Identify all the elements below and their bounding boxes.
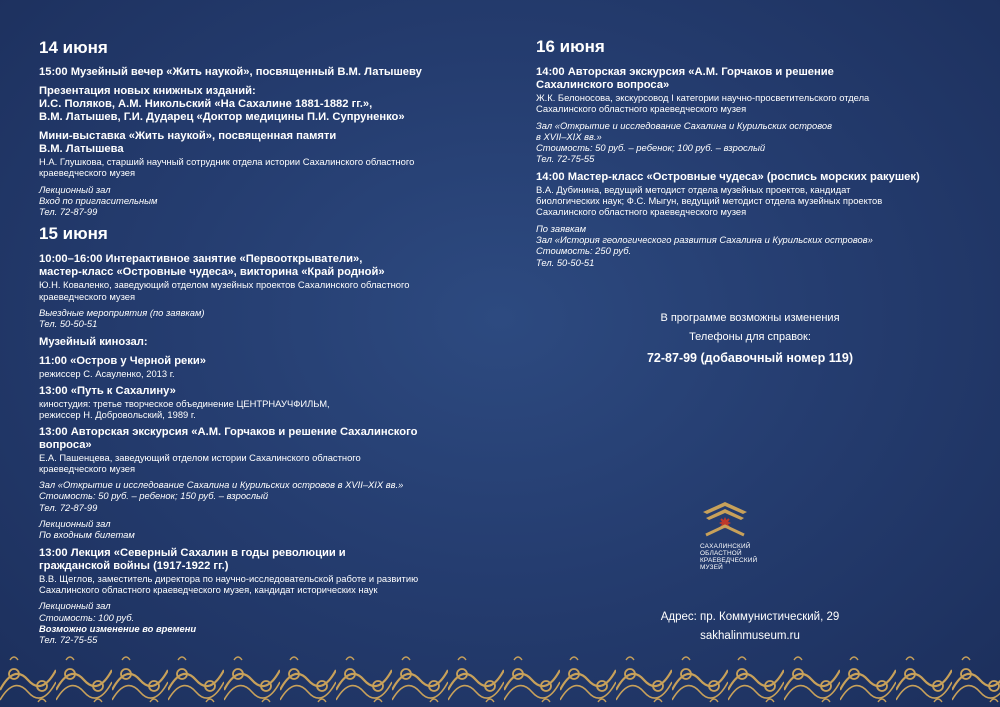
event-price: Стоимость: 50 руб. – ребенок; 150 руб. – взрослый (39, 490, 269, 502)
event-host: Сахалинского областного краеведческого музея, кандидат исторических наук (39, 583, 378, 595)
event-entry: По входным билетам (39, 529, 135, 541)
notice-block (560, 311, 940, 366)
event-phone: Тел. 72-87-99 (39, 206, 98, 218)
event-title: 11:00 «Остров у Черной реки» (39, 354, 206, 367)
logo-line: САХАЛИНСКИЙ (700, 543, 751, 550)
day-title-16: 16 июня (536, 37, 605, 56)
event-title: 13:00 «Путь к Сахалину» (39, 384, 176, 397)
event-entry: Вход по пригласительным (39, 194, 158, 206)
ornamental-border (0, 650, 1000, 707)
event-host: В.А. Дубинина, ведущий методист отдела музейных проектов, кандидат (536, 183, 851, 195)
event-title: Мини-выставка «Жить наукой», посвященная памяти (39, 130, 337, 142)
event-host: Н.А. Глушкова, старший научный сотрудник отдела истории Сахалинского областного (39, 156, 415, 167)
museum-logo (700, 500, 820, 571)
event-entry: По заявкам (536, 222, 587, 234)
event-title: вопроса» (39, 438, 92, 451)
event-title: В.М. Латышев, Г.И. Дударец «Доктор медицины П.И. Супруненко» (39, 111, 405, 123)
event-title: Презентация новых книжных изданий: (39, 85, 256, 97)
changes-note: В программе возможны изменения (660, 312, 840, 324)
event-host: В.В. Щеглов, заместитель директора по научно-исследовательской работе и развитию (39, 572, 419, 584)
event-host: краеведческого музея (39, 167, 136, 179)
museum-logo-text (700, 543, 820, 571)
event-title: Сахалинского вопроса» (536, 79, 670, 91)
event-title: В.М. Латышева (39, 143, 124, 155)
event-host: Сахалинского областного краеведческого музея (536, 103, 747, 115)
event-phone: Тел. 72-87-99 (39, 501, 98, 513)
event-venue: Зал «Открытие и исследование Сахалина и Курильских островов в XVII–XIX вв.» (39, 479, 404, 491)
event-phone: Тел. 50-50-51 (536, 256, 595, 268)
day-title-15: 15 июня (39, 224, 108, 244)
event-masterclass-shells (536, 171, 976, 268)
event-director: режиссер Н. Добровольский, 1989 г. (39, 409, 196, 421)
event-price: Стоимость: 100 руб. (39, 611, 135, 623)
event-title: гражданской войны (1917-1922 гг.) (39, 559, 229, 572)
event-host: краеведческого музея (39, 462, 136, 474)
event-director: режиссер С. Асауленко, 2013 г. (39, 367, 175, 379)
address-block (600, 610, 900, 643)
event-venue: Лекционный зал (39, 600, 111, 612)
event-interactive-lesson (39, 253, 509, 329)
event-film-path (39, 385, 509, 421)
day-title-14: 14 июня (39, 38, 108, 57)
event-venue: Зал «Открытие и исследование Сахалина и Курильских островов (536, 119, 833, 131)
logo-line: КРАЕВЕДЧЕСКИЙ (700, 557, 758, 564)
event-title: 14:00 Авторская экскурсия «А.М. Горчаков и решение (536, 66, 834, 78)
event-excursion-gorchakov (39, 426, 509, 541)
event-mini-exhibition (39, 130, 509, 217)
event-museum-evening (39, 66, 509, 79)
event-time-change-note: Возможно изменение во времени (39, 622, 197, 634)
museum-emblem-icon (700, 500, 750, 538)
event-host: Ж.К. Белоносова, экскурсовод I категории научно-просветительского отдела (536, 92, 870, 103)
event-venue: Лекционный зал (39, 183, 111, 195)
event-title: мастер-класс «Островные чудеса», викторина «Край родной» (39, 266, 385, 279)
event-venue: Зал «История геологического развития Сахалина и Курильских островов» (536, 233, 873, 245)
event-venue: в XVII–XIX вв.» (536, 130, 602, 142)
event-venue: Выездные мероприятия (по заявкам) (39, 307, 205, 319)
event-excursion-gorchakov-16 (536, 66, 976, 165)
event-price: Стоимость: 250 руб. (536, 245, 632, 257)
event-title: 13:00 Авторская экскурсия «А.М. Горчаков и решение Сахалинского (39, 425, 418, 438)
event-phone: Тел. 72-75-55 (536, 153, 595, 165)
info-phone: 72-87-99 (добавочный номер 119) (646, 351, 854, 365)
event-host: биологических наук; Ф.С. Мыгун, ведущий методист отдела музейных проектов (536, 195, 883, 207)
event-title: 10:00–16:00 Интерактивное занятие «Первооткрыватели», (39, 253, 363, 266)
event-book-presentation (39, 85, 509, 124)
right-column (536, 0, 976, 268)
cinema-heading: Музейный кинозал: (39, 335, 148, 348)
event-price: Стоимость: 50 руб. – ребенок; 100 руб. – взрослый (536, 142, 766, 154)
address-line: Адрес: пр. Коммунистический, 29 (660, 611, 840, 623)
event-title: И.С. Поляков, А.М. Никольский «На Сахалине 1881-1882 гг.», (39, 98, 373, 110)
logo-line: МУЗЕЙ (700, 564, 723, 571)
event-phone: Тел. 72-75-55 (39, 634, 98, 646)
event-host: краеведческого музея (39, 290, 136, 302)
event-film-island (39, 355, 509, 379)
event-title: 14:00 Мастер-класс «Островные чудеса» (роспись морских ракушек) (536, 170, 920, 183)
event-venue: Лекционный зал (39, 518, 111, 530)
event-host: Ю.Н. Коваленко, заведующий отделом музейных проектов Сахалинского областного (39, 279, 410, 291)
phones-label: Телефоны для справок: (689, 331, 811, 343)
event-title: 15:00 Музейный вечер «Жить наукой», посвященный В.М. Латышеву (39, 66, 422, 78)
website-link[interactable]: sakhalinmuseum.ru (700, 630, 800, 642)
event-lecture (39, 547, 509, 646)
event-studio: киностудия: третье творческое объединение ЦЕНТРНАУЧФИЛЬМ, (39, 397, 330, 409)
event-phone: Тел. 50-50-51 (39, 318, 98, 330)
left-column (39, 0, 509, 645)
event-host: Е.А. Пашенцева, заведующий отделом истории Сахалинского областного (39, 451, 361, 463)
logo-line: ОБЛАСТНОЙ (700, 550, 742, 557)
event-title: 13:00 Лекция «Северный Сахалин в годы революции и (39, 546, 346, 559)
event-host: Сахалинского областного краеведческого музея (536, 206, 747, 218)
